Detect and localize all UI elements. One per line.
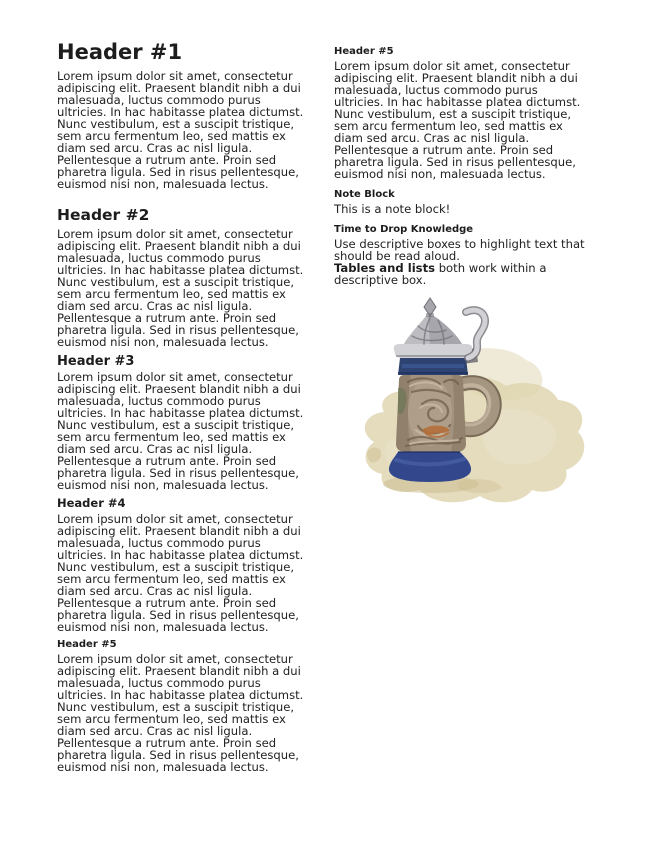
tables-lists-rest: both work within a descriptive box.	[334, 261, 547, 287]
heading-5: Header #5	[334, 46, 394, 57]
knowledge-text: Use descriptive boxes to highlight text that should be read aloud.	[334, 237, 585, 263]
lorem-paragraph: Lorem ipsum dolor sit amet, consectetur adipiscing elit. Praesent blandit nibh a dui malesuada, luctus commodo purus ultricies. In hac habitasse platea dictumst. Nunc vestibulum, est a suscipit tristique, sem arcu fermentum leo, sed mattis ex diam sed arcu. Cras ac nisl ligula. Pellentesque a rutrum ante. Proin sed pharetra ligula. Sed in risus pellentesque, euismod nisi non, malesuada lectus.	[57, 512, 304, 635]
stein-base	[389, 452, 471, 482]
knowledge-heading: Time to Drop Knowledge	[334, 224, 474, 235]
heading-4: Header #4	[57, 496, 126, 511]
section-header-2	[57, 206, 311, 348]
left-column	[57, 40, 311, 773]
beer-stein-illustration	[338, 292, 596, 508]
tables-lists-bold: Tables and lists	[334, 261, 436, 275]
heading-1: Header #1	[57, 40, 183, 64]
section-header-5-right	[334, 46, 588, 180]
lorem-paragraph: Lorem ipsum dolor sit amet, consectetur adipiscing elit. Praesent blandit nibh a dui malesuada, luctus commodo purus ultricies. In hac habitasse platea dictumst. Nunc vestibulum, est a suscipit tristique, sem arcu fermentum leo, sed mattis ex diam sed arcu. Cras ac nisl ligula. Pellentesque a rutrum ante. Proin sed pharetra ligula. Sed in risus pellentesque, euismod nisi non, malesuada lectus.	[57, 652, 304, 775]
heading-5: Header #5	[57, 639, 117, 651]
stein-finial-neck	[426, 313, 434, 317]
heading-3: Header #3	[57, 353, 135, 369]
lorem-paragraph: Lorem ipsum dolor sit amet, consectetur adipiscing elit. Praesent blandit nibh a dui malesuada, luctus commodo purus ultricies. In hac habitasse platea dictumst. Nunc vestibulum, est a suscipit tristique, sem arcu fermentum leo, sed mattis ex diam sed arcu. Cras ac nisl ligula. Pellentesque a rutrum ante. Proin sed pharetra ligula. Sed in risus pellentesque, euismod nisi non, malesuada lectus.	[57, 226, 304, 349]
note-block-heading: Note Block	[334, 189, 395, 200]
note-block-text: This is a note block!	[334, 202, 451, 216]
section-header-3	[57, 354, 311, 492]
tables-lists-line	[334, 262, 588, 286]
right-column	[334, 40, 588, 286]
section-header-5-left	[57, 639, 311, 773]
lorem-paragraph: Lorem ipsum dolor sit amet, consectetur adipiscing elit. Praesent blandit nibh a dui malesuada, luctus commodo purus ultricies. In hac habitasse platea dictumst. Nunc vestibulum, est a suscipit tristique, sem arcu fermentum leo, sed mattis ex diam sed arcu. Cras ac nisl ligula. Pellentesque a rutrum ante. Proin sed pharetra ligula. Sed in risus pellentesque, euismod nisi non, malesuada lectus.	[334, 59, 581, 181]
section-header-4	[57, 497, 311, 633]
section-header-1	[57, 40, 311, 190]
lorem-paragraph: Lorem ipsum dolor sit amet, consectetur adipiscing elit. Praesent blandit nibh a dui malesuada, luctus commodo purus ultricies. In hac habitasse platea dictumst. Nunc vestibulum, est a suscipit tristique, sem arcu fermentum leo, sed mattis ex diam sed arcu. Cras ac nisl ligula. Pellentesque a rutrum ante. Proin sed pharetra ligula. Sed in risus pellentesque, euismod nisi non, malesuada lectus.	[57, 370, 304, 493]
beer-stein-svg	[338, 292, 596, 508]
heading-2: Header #2	[57, 206, 150, 225]
lorem-paragraph: Lorem ipsum dolor sit amet, consectetur adipiscing elit. Praesent blandit nibh a dui malesuada, luctus commodo purus ultricies. In hac habitasse platea dictumst. Nunc vestibulum, est a suscipit tristique, sem arcu fermentum leo, sed mattis ex diam sed arcu. Cras ac nisl ligula. Pellentesque a rutrum ante. Proin sed pharetra ligula. Sed in risus pellentesque, euismod nisi non, malesuada lectus.	[57, 69, 304, 192]
